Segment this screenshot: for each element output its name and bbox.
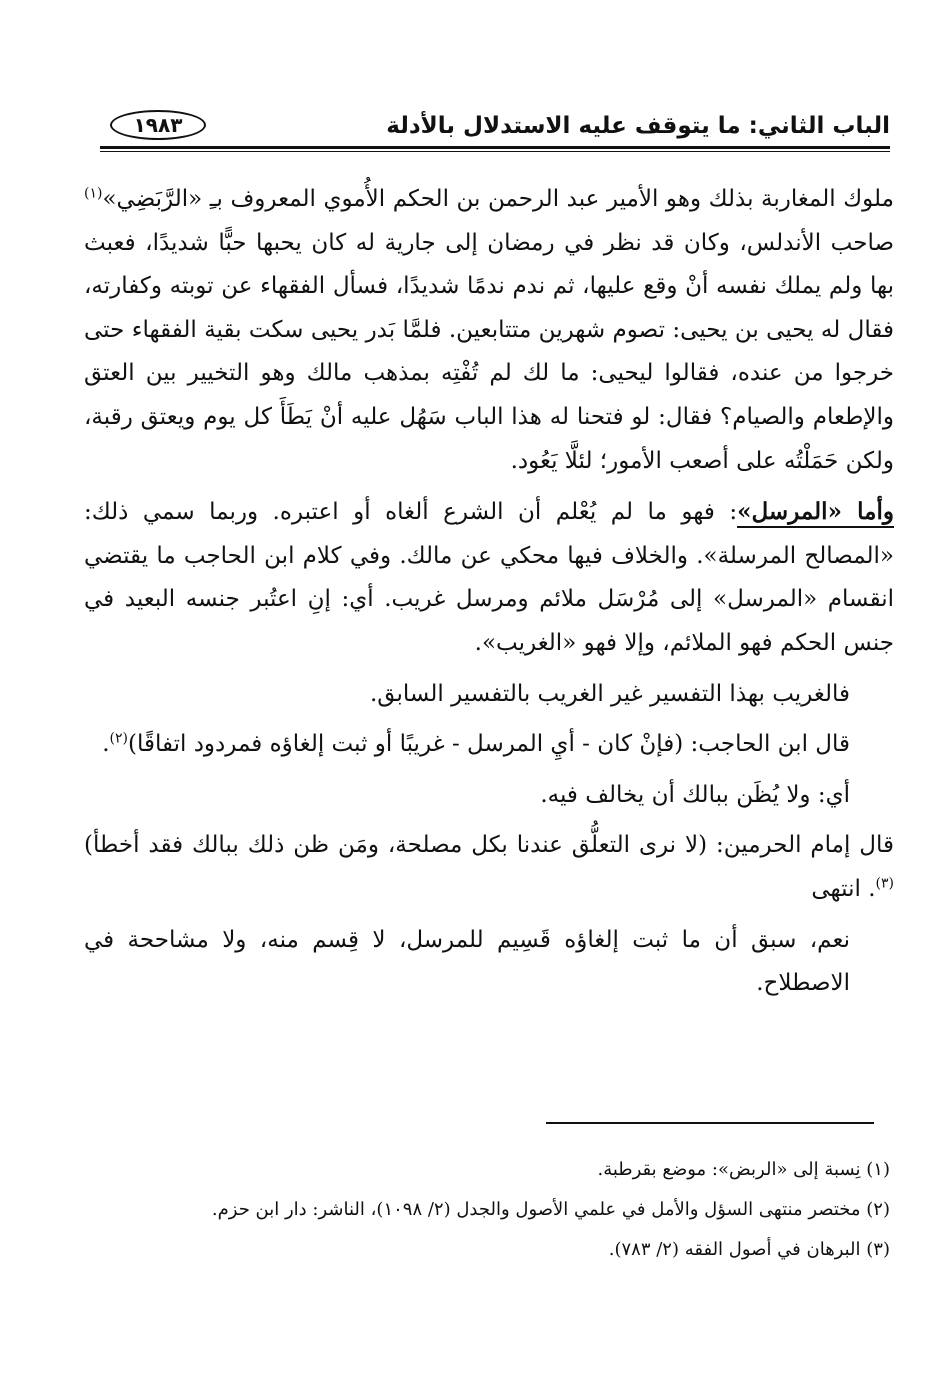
header-rule-thin bbox=[100, 151, 890, 152]
paragraph-6-end: . انتهى bbox=[811, 875, 876, 902]
footnote-ref-2: (٢) bbox=[109, 730, 128, 747]
header-rule-thick bbox=[100, 146, 890, 149]
paragraph-4 bbox=[84, 723, 894, 767]
page-header bbox=[100, 104, 890, 152]
footnote-ref-3: (٣) bbox=[875, 875, 894, 892]
paragraph-7: نعم، سبق أن ما ثبت إلغاؤه قَسِيم للمرسل، لا قِسم منه، ولا مشاححة في الاصطلاح. bbox=[84, 926, 850, 997]
footnote-2: (٢) مختصر منتهى السؤل والأمل في علمي الأصول والجدل (٢/ ١٠٩٨)، الناشر: دار ابن حزم. bbox=[211, 1199, 890, 1220]
paragraph-2-text: : فهو ما لم يُعْلم أن الشرع ألغاه أو اعتبره. وربما سمي ذلك: «المصالح المرسلة». والخلاف فيها محكي عن مالك. وفي كلام ابن الحاجب ما يقتضي انقسام «المرسل» إلى مُرْسَل ملائم ومرسل غريب. أي: إنِ اعتُبر جنسه البعيد في جنس الحكم فهو الملائم، وإلا فهو «الغريب». bbox=[84, 499, 894, 656]
footnote-1: (١) نِسبة إلى «الربض»: موضع بقرطبة. bbox=[597, 1159, 890, 1180]
paragraph-5: أي: ولا يُظَن ببالك أن يخالف فيه. bbox=[540, 781, 850, 808]
paragraph-4-text: قال ابن الحاجب: (فإنْ كان - أيِ المرسل - غريبًا أو ثبت إلغاؤه فمردود اتفاقًا) bbox=[127, 731, 850, 758]
paragraph-1 bbox=[84, 178, 894, 483]
page-number: ١٩٨٣ bbox=[110, 110, 206, 140]
paragraph-6-text: قال إمام الحرمين: (لا نرى التعلُّق عندنا بكل مصلحة، ومَن ظن ذلك ببالك فقد أخطأ) bbox=[84, 832, 894, 859]
paragraph-1-text: ملوك المغاربة بذلك وهو الأمير عبد الرحمن بن الحكم الأُموي المعروف بـِ «الرَّبَضِي» bbox=[102, 186, 894, 212]
paragraph-4-end: . bbox=[102, 731, 110, 758]
main-text bbox=[84, 178, 894, 1006]
paragraph-2 bbox=[84, 490, 894, 665]
footnotes bbox=[120, 1150, 890, 1270]
running-title: الباب الثاني: ما يتوقف عليه الاستدلال بالأدلة bbox=[386, 113, 890, 139]
paragraph-3: فالغريب بهذا التفسير غير الغريب بالتفسير السابق. bbox=[369, 680, 850, 707]
paragraph-1-rest: صاحب الأندلس، وكان قد نظر في رمضان إلى جارية له كان يحبها حبًّا شديدًا، فعبث بها ولم يملك نفسه أنْ وقع عليها، ثم ندم ندمًا شديدًا، فسأل الفقهاء عن توبته وكفارته، فقال له يحيى بن يحيى: تصوم شهرين متتابعين. فلمَّا بَدر يحيى سكت بقية الفقهاء حتى خرجوا من عنده، فقالوا ليحيى: ما لك لم تُفْتِه بمذهب مالك وهو التخيير بين العتق والإطعام والصيام؟ فقال: لو فتحنا له هذا الباب سَهُل عليه أنْ يَطَأَ كل يوم ويعتق رقبة، ولكن حَمَلْتُه على أصعب الأمور؛ لئلَّا يَعُود. bbox=[84, 229, 894, 474]
paragraph-6 bbox=[84, 824, 894, 911]
footnote-3: (٣) البرهان في أصول الفقه (٢/ ٧٨٣). bbox=[608, 1239, 890, 1260]
footnote-ref-1: (١) bbox=[84, 185, 103, 202]
term-mursal: وأما «المرسل» bbox=[737, 498, 894, 528]
footnote-separator bbox=[546, 1122, 874, 1124]
